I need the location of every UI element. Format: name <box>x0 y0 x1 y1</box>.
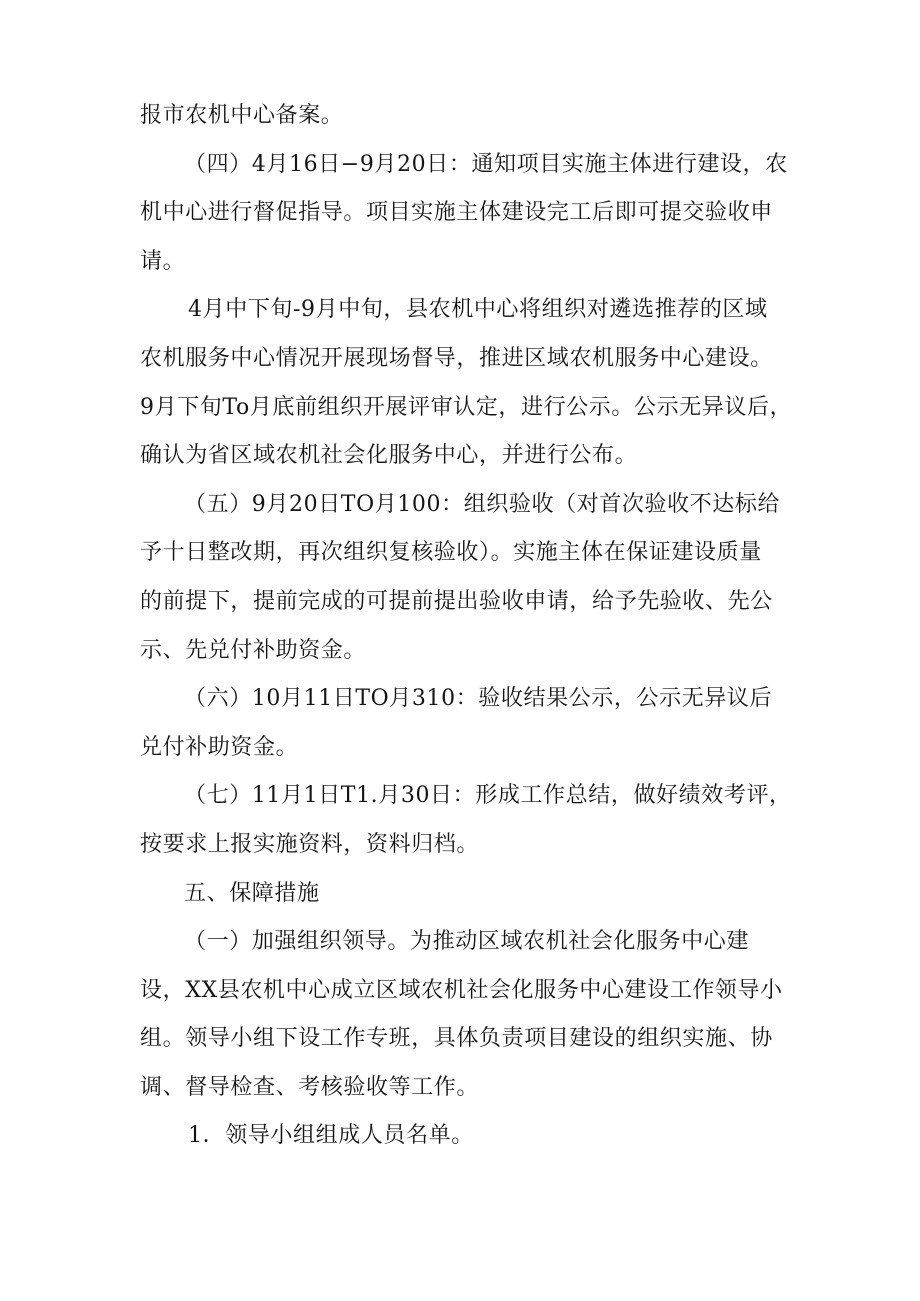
paragraph-line: 报市农机中心备案。 <box>140 103 344 128</box>
paragraph-line: 9月下旬To月底前组织开展评审认定，进行公示。公示无异议后， <box>140 394 793 420</box>
paragraph-line: 请。 <box>140 248 186 274</box>
paragraph-line: 按要求上报实施资料，资料归档。 <box>140 831 480 857</box>
document-page <box>140 92 795 1161</box>
section-heading: 五、保障措施 <box>184 880 320 906</box>
paragraph-line: 予十日整改期，再次组织复核验收）。实施主体在保证建设质量 <box>140 540 762 566</box>
paragraph-line: 机中心进行督促指导。项目实施主体建设完工后即可提交验收申 <box>140 200 773 226</box>
paragraph-line: 的前提下，提前完成的可提前提出验收申请，给予先验收、先公 <box>140 588 773 614</box>
paragraph-line: （一）加强组织领导。为推动区域农机社会化服务中心建 <box>184 929 750 955</box>
paragraph-line: （七）11月1日T1.月30日：形成工作总结，做好绩效考评， <box>184 783 792 809</box>
paragraph-line: 兑付补助资金。 <box>140 734 299 760</box>
paragraph-line: 确认为省区域农机社会化服务中心，并进行公布。 <box>140 443 638 469</box>
paragraph-line: （五）9月20日TO月100：组织验收（对首次验收不达标给 <box>184 491 781 517</box>
paragraph-line: 示、先兑付补助资金。 <box>140 637 367 663</box>
paragraph-line: 农机服务中心情况开展现场督导，推进区域农机服务中心建设。 <box>140 345 773 371</box>
list-item: 1．领导小组组成人员名单。 <box>188 1123 474 1149</box>
paragraph-line: 组。领导小组下设工作专班，具体负责项目建设的组织实施、协 <box>140 1026 773 1052</box>
paragraph-line: （四）4月16日−9月20日：通知项目实施主体进行建设，农 <box>184 151 788 177</box>
paragraph-line: 4月中下旬-9月中旬，县农机中心将组织对遴选推荐的区域 <box>188 297 768 323</box>
paragraph-line: （六）10月11日TO月310：验收结果公示，公示无异议后 <box>184 686 773 712</box>
paragraph-line: 调、督导检查、考核验收等工作。 <box>140 1074 480 1100</box>
paragraph-line: 设，XX县农机中心成立区域农机社会化服务中心建设工作领导小 <box>140 977 783 1003</box>
